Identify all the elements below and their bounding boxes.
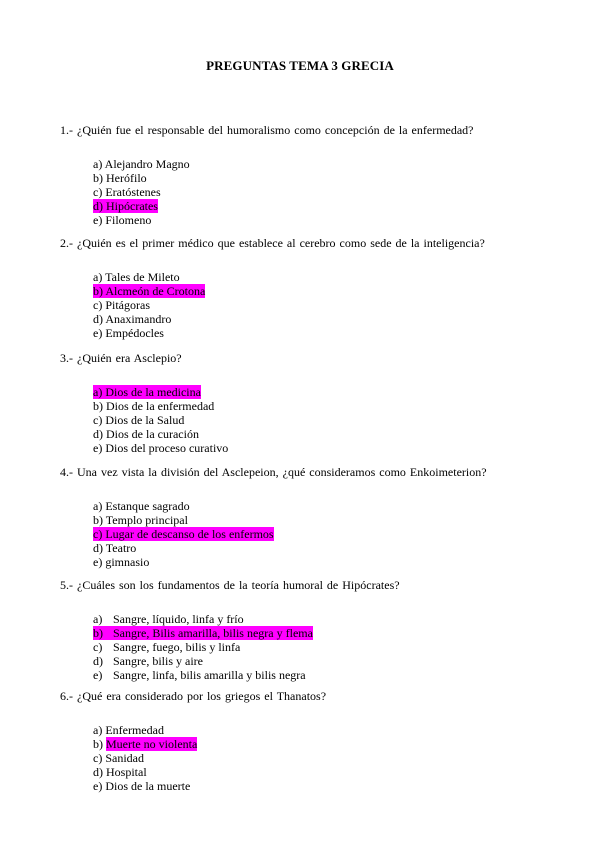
option-letter: a)	[93, 385, 103, 399]
option-text: Estanque sagrado	[105, 499, 190, 513]
option-text: Alcmeón de Crotona	[105, 284, 206, 298]
option-text: Dios de la curación	[106, 427, 199, 441]
option-letter: d)	[93, 199, 103, 213]
question-3-options	[93, 385, 560, 455]
question-5-options	[93, 612, 560, 682]
option-letter: c)	[93, 527, 103, 541]
option-text: Sanidad	[105, 751, 144, 765]
option-letter: d)	[93, 541, 103, 555]
option-letter: b)	[93, 284, 103, 298]
option-3a	[93, 385, 560, 399]
option-3e	[93, 441, 560, 455]
option-text: Anaximandro	[105, 312, 172, 326]
option-1a	[93, 157, 560, 171]
option-letter: c)	[93, 751, 103, 765]
option-text: Lugar de descanso de los enfermos	[105, 527, 274, 541]
option-4b	[93, 513, 560, 527]
option-letter: c)	[93, 298, 103, 312]
option-text: Empédocles	[105, 326, 164, 340]
correct-answer-highlight	[93, 527, 274, 541]
option-6b	[93, 737, 560, 751]
option-text: Sangre, líquido, linfa y frío	[113, 612, 244, 626]
option-text: Tales de Mileto	[105, 270, 180, 284]
option-letter: e)	[93, 441, 103, 455]
option-text: Sangre, Bilis amarilla, bilis negra y flema	[113, 626, 313, 640]
option-letter: e)	[93, 213, 103, 227]
question-1	[60, 123, 560, 227]
option-2d	[93, 312, 560, 326]
option-5a	[93, 612, 560, 626]
option-letter: d)	[93, 427, 103, 441]
option-text: Enfermedad	[105, 723, 164, 737]
option-6c	[93, 751, 560, 765]
option-text: Herófilo	[106, 171, 147, 185]
option-6d	[93, 765, 560, 779]
question-4	[60, 465, 560, 569]
question-5-text: 5.- ¿Cuáles son los fundamentos de la teoría humoral de Hipócrates?	[60, 578, 400, 592]
question-1-text: 1.- ¿Quién fue el responsable del humoralismo como concepción de la enfermedad?	[60, 123, 474, 137]
option-letter: a)	[93, 723, 103, 737]
question-3-text: 3.- ¿Quién era Asclepio?	[60, 351, 182, 365]
option-text: Eratóstenes	[105, 185, 161, 199]
option-letter: b)	[93, 626, 103, 640]
option-letter: c)	[93, 640, 103, 654]
option-2a	[93, 270, 560, 284]
option-letter: b)	[93, 171, 103, 185]
option-5d	[93, 654, 560, 668]
option-5e	[93, 668, 560, 682]
question-4-options	[93, 499, 560, 569]
correct-answer-highlight	[93, 385, 201, 399]
option-text: Hipócrates	[106, 199, 158, 213]
option-letter: d)	[93, 765, 103, 779]
option-2c	[93, 298, 560, 312]
question-6-options	[93, 723, 560, 793]
option-text: Teatro	[105, 541, 137, 555]
option-letter: a)	[93, 499, 103, 513]
correct-answer-highlight	[93, 284, 205, 298]
option-text: Filomeno	[105, 213, 152, 227]
option-4e	[93, 555, 560, 569]
option-letter: d)	[93, 654, 103, 668]
question-3	[60, 351, 560, 455]
option-letter: e)	[93, 555, 103, 569]
option-2e	[93, 326, 560, 340]
option-letter: b)	[93, 737, 103, 751]
option-letter: c)	[93, 185, 103, 199]
question-6-text: 6.- ¿Qué era considerado por los griegos el Thanatos?	[60, 689, 327, 703]
question-1-options	[93, 157, 560, 227]
option-6e	[93, 779, 560, 793]
option-6a	[93, 723, 560, 737]
option-3d	[93, 427, 560, 441]
option-text: Dios de la medicina	[105, 385, 201, 399]
option-letter: e)	[93, 779, 103, 793]
question-4-text: 4.- Una vez vista la división del Asclepeion, ¿qué consideramos como Enkoimeterion?	[60, 465, 487, 479]
option-5c	[93, 640, 560, 654]
option-text: Dios de la muerte	[105, 779, 191, 793]
option-text: Templo principal	[105, 513, 188, 527]
option-text: Dios de la enfermedad	[106, 399, 215, 413]
option-4c	[93, 527, 560, 541]
option-text: Hospital	[106, 765, 147, 779]
question-2-text: 2.- ¿Quién es el primer médico que establece al cerebro como sede de la inteligencia?	[60, 236, 485, 250]
option-5b	[93, 626, 560, 640]
question-6	[60, 689, 560, 793]
option-1c	[93, 185, 560, 199]
option-3b	[93, 399, 560, 413]
option-text: Sangre, bilis y aire	[113, 654, 203, 668]
option-text: Alejandro Magno	[104, 157, 190, 171]
option-1d	[93, 199, 560, 213]
question-5	[60, 578, 560, 682]
option-1e	[93, 213, 560, 227]
correct-answer-highlight	[93, 199, 158, 213]
option-letter: e)	[93, 326, 103, 340]
option-text: gimnasio	[105, 555, 150, 569]
option-letter: b)	[93, 399, 103, 413]
correct-answer-highlight: Muerte no violenta	[106, 737, 198, 751]
option-1b	[93, 171, 560, 185]
option-letter: a)	[93, 270, 103, 284]
question-2-options	[93, 270, 560, 340]
correct-answer-highlight	[93, 626, 313, 640]
option-3c	[93, 413, 560, 427]
option-letter: b)	[93, 513, 103, 527]
option-letter: d)	[93, 312, 103, 326]
option-text: Dios de la Salud	[105, 413, 185, 427]
option-letter: a)	[93, 612, 103, 626]
option-text: Pitágoras	[105, 298, 150, 312]
option-letter: a)	[93, 157, 103, 171]
question-2	[60, 236, 560, 340]
option-4a	[93, 499, 560, 513]
page-title: PREGUNTAS TEMA 3 GRECIA	[206, 58, 394, 73]
option-2b	[93, 284, 560, 298]
option-text: Sangre, linfa, bilis amarilla y bilis negra	[113, 668, 306, 682]
option-4d	[93, 541, 560, 555]
option-letter: e)	[93, 668, 103, 682]
option-letter: c)	[93, 413, 103, 427]
option-text: Dios del proceso curativo	[105, 441, 229, 455]
option-text: Sangre, fuego, bilis y linfa	[113, 640, 241, 654]
